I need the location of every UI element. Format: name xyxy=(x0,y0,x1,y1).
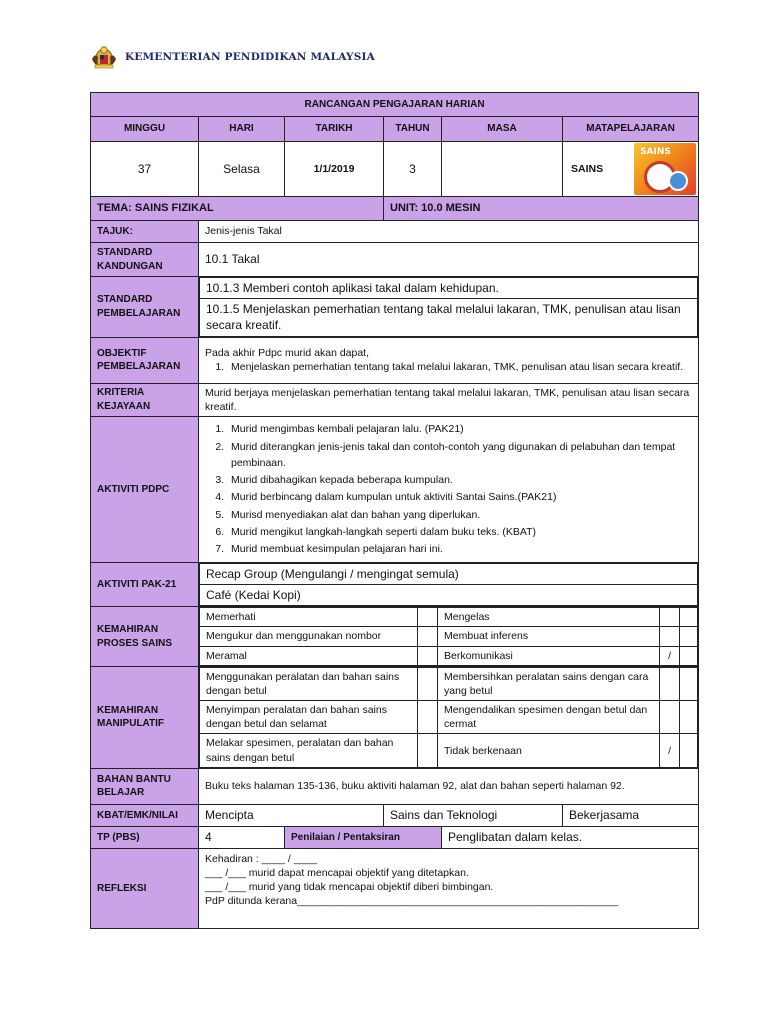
km-cell xyxy=(199,666,699,768)
objektif-row xyxy=(91,337,699,383)
pak21-item: Café (Kedai Kopi) xyxy=(200,585,698,606)
tema-row xyxy=(91,197,699,221)
value-matapelajaran-cell xyxy=(563,142,699,197)
tp-label: TP (PBS) xyxy=(91,826,199,848)
value-hari: Selasa xyxy=(199,142,285,197)
kps-tick xyxy=(660,608,680,627)
bahan-value: Buku teks halaman 135-136, buku aktiviti halaman 92, alat dan bahan seperti halaman 92. xyxy=(199,768,699,804)
crest-icon xyxy=(91,45,117,69)
refleksi-line: ___ /___ murid yang tidak mencapai objektif diberi bimbingan. xyxy=(205,881,494,894)
km-row xyxy=(91,666,699,768)
bahan-label: BAHAN BANTU BELAJAR xyxy=(91,768,199,804)
km-skill: Mengendalikan spesimen dengan betul dan cermat xyxy=(438,701,660,734)
kps-spacer xyxy=(680,608,698,627)
refleksi-row xyxy=(91,848,699,928)
title-row xyxy=(91,93,699,117)
col-tarikh: TARIKH xyxy=(285,117,384,142)
list-item: 5. Murisd menyediakan alat dan bahan yang diperlukan. xyxy=(227,507,692,523)
kps-tick xyxy=(418,646,438,665)
pak21-item: Recap Group (Mengulangi / mengingat semula) xyxy=(200,563,698,584)
value-matapelajaran: SAINS xyxy=(571,163,604,175)
col-masa: MASA xyxy=(442,117,563,142)
tajuk-label: TAJUK: xyxy=(91,221,199,243)
value-masa xyxy=(442,142,563,197)
km-label: KEMAHIRAN MANIPULATIF xyxy=(91,666,199,768)
unit: UNIT: 10.0 MESIN xyxy=(384,197,699,221)
list-item: 1. Menjelaskan pemerhatian tentang takal melalui lakaran, TMK, penulisan atau lisan secara kreatif. xyxy=(227,360,692,374)
plan-title: RANCANGAN PENGAJARAN HARIAN xyxy=(91,93,699,117)
kps-spacer xyxy=(680,627,698,646)
list-item: 3. Murid dibahagikan kepada beberapa kumpulan. xyxy=(227,472,692,488)
kps-tick xyxy=(418,608,438,627)
values-row xyxy=(91,142,699,197)
kriteria-value: Murid berjaya menjelaskan pemerhatian tentang takal melalui lakaran, TMK, penulisan atau lisan secara kreatif. xyxy=(199,383,699,416)
kps-skill: Mengukur dan menggunakan nombor xyxy=(200,627,418,646)
table-row xyxy=(200,701,698,734)
table-row xyxy=(200,734,698,767)
km-tick xyxy=(660,701,680,734)
standard-kandungan-label: STANDARD KANDUNGAN xyxy=(91,243,199,277)
small-gear-icon xyxy=(668,171,688,191)
refleksi-line: PdP ditunda kerana_______________________________________________________ xyxy=(205,895,619,908)
kps-tick: / xyxy=(660,646,680,665)
kps-skill: Meramal xyxy=(200,646,418,665)
refleksi-line: ___ /___ murid dapat mencapai objektif yang ditetapkan. xyxy=(205,867,469,879)
table-row xyxy=(200,608,698,627)
list-item: 4. Murid berbincang dalam kumpulan untuk aktiviti Santai Sains.(PAK21) xyxy=(227,489,692,505)
km-tick xyxy=(660,667,680,700)
standard-pembelajaran-list xyxy=(199,277,698,337)
kps-cell xyxy=(199,607,699,667)
value-tarikh: 1/1/2019 xyxy=(285,142,384,197)
penilaian-value: Penglibatan dalam kelas. xyxy=(442,826,699,848)
table-row xyxy=(200,646,698,665)
col-tahun: TAHUN xyxy=(384,117,442,142)
km-tick: / xyxy=(660,734,680,767)
col-minggu: MINGGU xyxy=(91,117,199,142)
list-item: 6. Murid mengikut langkah-langkah seperti dalam buku teks. (KBAT) xyxy=(227,524,692,540)
header-row xyxy=(91,117,699,142)
objektif-intro: Pada akhir Pdpc murid akan dapat, xyxy=(205,346,370,359)
kbat-value: Sains dan Teknologi xyxy=(384,804,563,826)
objektif-label: OBJEKTIF PEMBELAJARAN xyxy=(91,337,199,383)
kps-tick xyxy=(418,627,438,646)
sains-book-cover xyxy=(634,143,696,195)
kps-skill: Membuat inferens xyxy=(438,627,660,646)
kbat-value: Mencipta xyxy=(199,804,384,826)
bahan-row xyxy=(91,768,699,804)
tema: TEMA: SAINS FIZIKAL xyxy=(91,197,384,221)
standard-pembelajaran-cell xyxy=(199,277,699,338)
aktiviti-pak21-label: AKTIVITI PAK-21 xyxy=(91,562,199,606)
kbat-row xyxy=(91,804,699,826)
standard-kandungan-value: 10.1 Takal xyxy=(199,243,699,277)
refleksi-line: Kehadiran : ____ / ____ xyxy=(205,852,318,865)
km-skill: Menggunakan peralatan dan bahan sains dengan betul xyxy=(200,667,418,700)
kps-tick xyxy=(660,627,680,646)
col-hari: HARI xyxy=(199,117,285,142)
km-tick xyxy=(418,734,438,767)
col-matapelajaran: MATAPELAJARAN xyxy=(563,117,699,142)
aktiviti-pak21-row xyxy=(91,562,699,606)
aktiviti-pdpc-row xyxy=(91,416,699,562)
standard-pembelajaran-item: 10.1.3 Memberi contoh aplikasi takal dalam kehidupan. xyxy=(200,278,698,299)
km-tick xyxy=(418,667,438,700)
km-skill: Menyimpan peralatan dan bahan sains dengan betul dan selamat xyxy=(200,701,418,734)
value-tahun: 3 xyxy=(384,142,442,197)
aktiviti-pdpc-cell xyxy=(199,416,699,562)
lesson-plan-table xyxy=(90,92,699,929)
km-skill: Tidak berkenaan xyxy=(438,734,660,767)
kps-label: KEMAHIRAN PROSES SAINS xyxy=(91,607,199,667)
standard-pembelajaran-item: 10.1.5 Menjelaskan pemerhatian tentang takal melalui lakaran, TMK, penulisan atau lisan secara kreatif. xyxy=(200,299,698,336)
standard-pembelajaran-row xyxy=(91,277,699,338)
kbat-value: Bekerjasama xyxy=(563,804,699,826)
standard-pembelajaran-label: STANDARD PEMBELAJARAN xyxy=(91,277,199,338)
penilaian-label: Penilaian / Pentaksiran xyxy=(285,826,442,848)
tajuk-row xyxy=(91,221,699,243)
tp-value: 4 xyxy=(199,826,285,848)
aktiviti-pak21-cell xyxy=(199,562,699,606)
objektif-list xyxy=(205,360,692,374)
aktiviti-pdpc-label: AKTIVITI PDPC xyxy=(91,416,199,562)
book-cover-title: SAINS xyxy=(640,147,671,157)
km-tick xyxy=(418,701,438,734)
tp-row xyxy=(91,826,699,848)
kriteria-label: KRITERIA KEJAYAAN xyxy=(91,383,199,416)
kbat-label: KBAT/EMK/NILAI xyxy=(91,804,199,826)
refleksi-label: REFLEKSI xyxy=(91,848,199,928)
kps-skill: Memerhati xyxy=(200,608,418,627)
table-row xyxy=(200,627,698,646)
kps-grid xyxy=(199,607,698,666)
aktiviti-pdpc-list xyxy=(205,421,692,557)
list-item: 7. Murid membuat kesimpulan pelajaran hari ini. xyxy=(227,541,692,557)
km-skill: Melakar spesimen, peralatan dan bahan sains dengan betul xyxy=(200,734,418,767)
refleksi-cell xyxy=(199,848,699,928)
aktiviti-pak21-list xyxy=(199,563,698,606)
kriteria-row xyxy=(91,383,699,416)
standard-kandungan-row xyxy=(91,243,699,277)
objektif-cell xyxy=(199,337,699,383)
table-row xyxy=(200,667,698,700)
km-skill: Membersihkan peralatan sains dengan cara yang betul xyxy=(438,667,660,700)
kps-spacer xyxy=(680,646,698,665)
ministry-header xyxy=(91,44,375,70)
kps-skill: Mengelas xyxy=(438,608,660,627)
value-minggu: 37 xyxy=(91,142,199,197)
km-spacer xyxy=(680,701,698,734)
kps-skill: Berkomunikasi xyxy=(438,646,660,665)
km-spacer xyxy=(680,667,698,700)
km-grid xyxy=(199,667,698,768)
list-item: 2. Murid diterangkan jenis-jenis takal dan contoh-contoh yang digunakan di pelabuhan dan tempat pembinaan. xyxy=(227,439,692,472)
kps-row xyxy=(91,607,699,667)
list-item: 1. Murid mengimbas kembali pelajaran lalu. (PAK21) xyxy=(227,421,692,437)
km-spacer xyxy=(680,734,698,767)
ministry-name: KEMENTERIAN PENDIDIKAN MALAYSIA xyxy=(125,51,375,63)
tajuk-value: Jenis-jenis Takal xyxy=(199,221,699,243)
